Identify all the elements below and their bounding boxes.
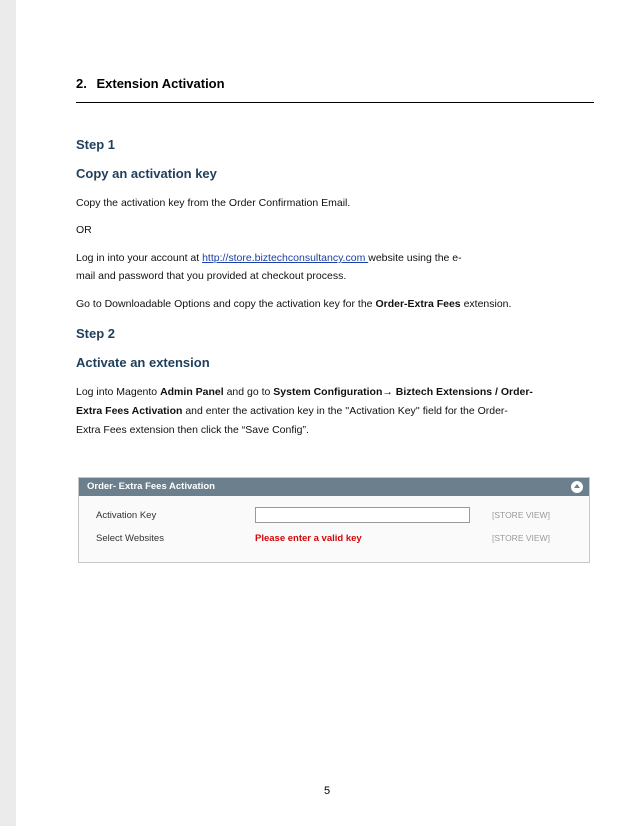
step2-l2-text: and enter the activation key in the ''Activation Key'' field for the Order- <box>182 405 508 417</box>
panel-header[interactable] <box>79 478 589 496</box>
activation-key-row <box>79 506 589 526</box>
section-heading <box>76 76 225 91</box>
step2-line-3: Extra Fees extension then click the “Save Config”. <box>76 424 309 436</box>
step1-heading: Step 1 <box>76 137 116 152</box>
select-websites-label: Select Websites <box>96 533 164 544</box>
activation-panel-screenshot <box>78 477 590 563</box>
step2-heading: Step 2 <box>76 326 116 341</box>
p3-text-before: Log in into your account at <box>76 252 203 264</box>
p4-text-before: Go to Downloadable Options and copy the activation key for the <box>76 298 376 310</box>
step2-l1-a: Log into Magento <box>76 386 161 398</box>
step1-paragraph-1: Copy the activation key from the Order Confirmation Email. <box>76 197 351 209</box>
step2-l2-bold: Extra Fees Activation <box>76 405 183 417</box>
step2-line-1 <box>76 386 533 398</box>
step1-paragraph-3 <box>76 252 462 264</box>
step2-l1-c: and go to <box>223 386 274 398</box>
store-link[interactable]: http://store.biztechconsultancy.com <box>202 252 369 264</box>
step2-line-2 <box>76 405 508 417</box>
select-websites-scope: [STORE VIEW] <box>492 533 550 543</box>
step2-l1-bold-path: System Configuration→ Biztech Extensions / Order- <box>273 386 533 398</box>
step1-or: OR <box>76 224 92 236</box>
step1-subheading: Copy an activation key <box>76 166 217 181</box>
step2-l1-bold-admin: Admin Panel <box>160 386 224 398</box>
p3-text-after: website using the e- <box>368 252 462 264</box>
panel-title: Order- Extra Fees Activation <box>87 481 215 492</box>
p4-text-after: extension. <box>460 298 512 310</box>
collapse-arrow-icon[interactable] <box>571 481 583 493</box>
section-title: Extension Activation <box>96 76 225 91</box>
validation-error-message: Please enter a valid key <box>255 533 362 544</box>
step1-paragraph-4 <box>76 298 511 310</box>
page-number: 5 <box>324 785 331 797</box>
activation-key-label: Activation Key <box>96 510 157 521</box>
section-number: 2. <box>76 76 87 91</box>
step2-subheading: Activate an extension <box>76 355 210 370</box>
p4-bold: Order-Extra Fees <box>375 298 461 310</box>
activation-key-scope: [STORE VIEW] <box>492 510 550 520</box>
document-page <box>16 0 638 826</box>
activation-key-input[interactable] <box>255 507 470 523</box>
heading-rule <box>76 102 594 103</box>
select-websites-row <box>79 529 589 549</box>
step1-paragraph-3-line2: mail and password that you provided at checkout process. <box>76 270 347 282</box>
